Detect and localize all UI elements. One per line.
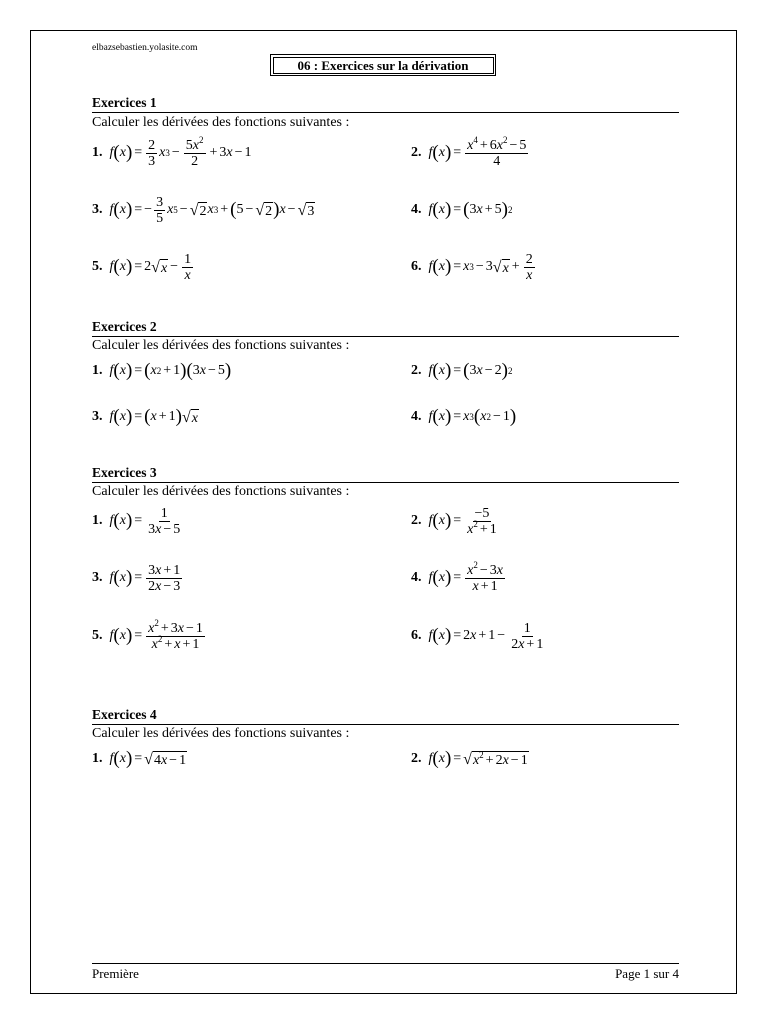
exercise-1-5: 5. f ( x ) = 2 √ x − $\frac{1}{x}$ — [92, 251, 192, 283]
exercise-4-2: 2. f ( x ) = √ $x^2 + 2x - 1$ — [411, 748, 528, 769]
section-title-2: Exercices 2 — [92, 319, 679, 337]
exercise-3-5: 5. f ( x ) = $\frac{x^2 + 3x - 1}{x^2 + x + 1}$ — [92, 617, 203, 652]
exercise-1-3: 3. f ( x ) = − $\frac{3}{5}$ x 5 − √ 2 x 3 + ( 5 − √ 2 ) x − √ 3 — [92, 194, 315, 226]
exercise-3-3: 3. f ( x ) = $\frac{3x + 1}{2x - 3}$ — [92, 562, 181, 594]
exercise-1-1: 1. f ( x ) = $\frac{2}{3}$ x 3 − $\frac{5x^2}{2}$ + 3 x − 1 — [92, 134, 252, 169]
exercise-2-3: 3. f ( x ) = ( x + 1 ) √ x — [92, 406, 198, 427]
footer-page-number: Page 1 sur 4 — [615, 966, 679, 981]
exercise-2-4: 4. f ( x ) = x 3 ( x 2 − 1 ) — [411, 406, 517, 427]
section-title-3: Exercices 3 — [92, 465, 679, 483]
exercise-1-4: 4. f ( x ) = ( 3 x + 5 ) 2 — [411, 199, 513, 220]
section-instruction-1: Calculer les dérivées des fonctions suivantes : — [92, 115, 350, 130]
exercise-2-2: 2. f ( x ) = ( 3 x − 2 ) 2 — [411, 360, 513, 381]
exercise-3-4: 4. f ( x ) = $\frac{x^2 - 3x}{x + 1}$ — [411, 559, 504, 594]
exercise-4-1: 1. f ( x ) = √ 4x − 1 — [92, 748, 187, 769]
section-instruction-3: Calculer les dérivées des fonctions suivantes : — [92, 484, 350, 499]
footer-level: Première — [92, 966, 139, 981]
exercise-3-1: 1. f ( x ) = $\frac{1}{3x - 5}$ — [92, 505, 181, 537]
section-instruction-4: Calculer les dérivées des fonctions suivantes : — [92, 726, 350, 741]
exercise-1-6: 6. f ( x ) = x 3 − 3 √ x + $\frac{2}{x}$ — [411, 251, 533, 283]
exercise-2-1: 1. f ( x ) = ( x 2 + 1 ) ( 3 x − 5 ) — [92, 360, 232, 381]
exercise-3-6: 6. f ( x ) = 2 x + 1 − $\frac{1}{2x + 1}$ — [411, 620, 544, 652]
page-title: 06 : Exercices sur la dérivation — [273, 57, 494, 74]
section-title-4: Exercices 4 — [92, 707, 679, 725]
site-url: elbazsebastien.yolasite.com — [92, 43, 198, 53]
exercise-3-2: 2. f ( x ) = $\frac{-5}{x^2 + 1}$ — [411, 505, 497, 537]
section-instruction-2: Calculer les dérivées des fonctions suivantes : — [92, 338, 350, 353]
exercise-1-2: 2. f ( x ) = $\frac{x^4 + 6x^2 - 5}{4}$ — [411, 134, 527, 169]
footer-rule — [92, 963, 679, 964]
section-title-1: Exercices 1 — [92, 95, 679, 113]
title-box — [270, 54, 496, 76]
